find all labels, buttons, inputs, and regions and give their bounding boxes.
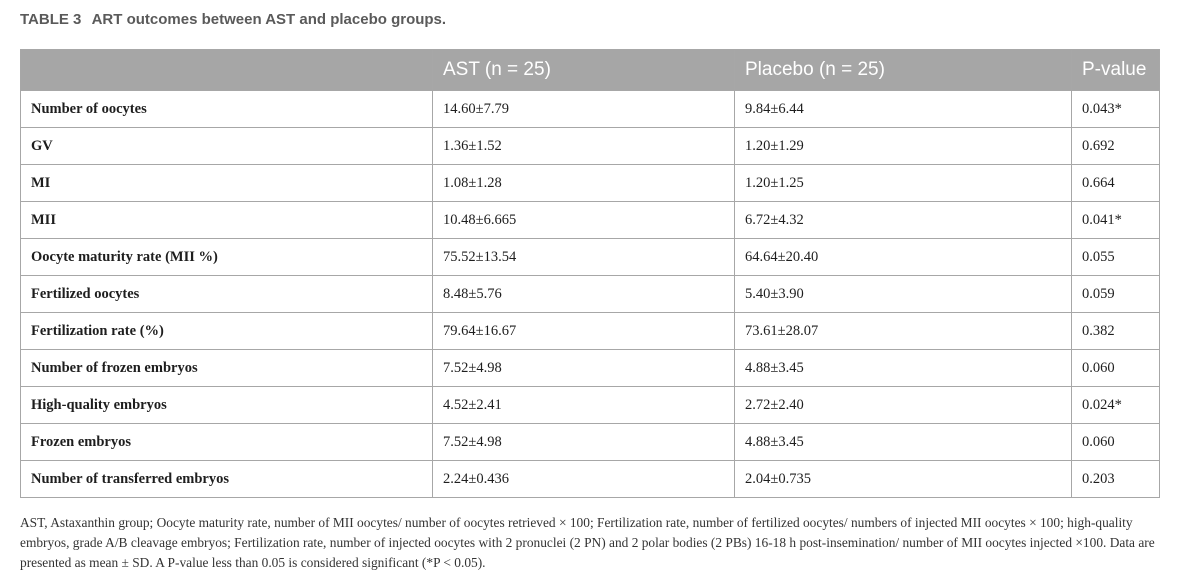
p-value-cell: 0.024* [1072, 387, 1160, 424]
table-body [21, 91, 1160, 498]
table-row [21, 350, 1160, 387]
table-row [21, 276, 1160, 313]
table-caption [20, 11, 446, 28]
p-value-cell: 0.043* [1072, 91, 1160, 128]
table-row [21, 202, 1160, 239]
placebo-value-cell: 1.20±1.29 [735, 128, 1072, 165]
row-label-cell: Fertilization rate (%) [21, 313, 433, 350]
row-label-cell: Number of oocytes [21, 91, 433, 128]
table-row [21, 424, 1160, 461]
placebo-value-cell: 2.72±2.40 [735, 387, 1072, 424]
row-label-cell: Number of transferred embryos [21, 461, 433, 498]
table-footnote: AST, Astaxanthin group; Oocyte maturity rate, number of MII oocytes/ number of oocytes retrieved × 100; Fertilization rate, number of fertilized oocytes/ numbers of injected MII oocytes × 100; high-quality embryos, grade A/B cleavage embryos; Fertilization rate, number of injected oocytes with 2 pronuclei (2 PN) and 2 polar bodies (2 PBs) 16-18 h post-insemination/ number of MII oocytes injected ×100. Data are presented as mean ± SD. A P-value less than 0.05 is considered significant (*P < 0.05). [20, 515, 1155, 570]
row-label-cell: Oocyte maturity rate (MII %) [21, 239, 433, 276]
header-cell-ast: AST (n = 25) [433, 50, 735, 91]
p-value-cell: 0.041* [1072, 202, 1160, 239]
row-label-cell: GV [21, 128, 433, 165]
header-cell-p-value: P-value [1072, 50, 1160, 91]
table-number: TABLE 3 [20, 11, 82, 28]
placebo-value-cell: 2.04±0.735 [735, 461, 1072, 498]
ast-value-cell: 1.08±1.28 [433, 165, 735, 202]
table-row [21, 165, 1160, 202]
results-table [20, 49, 1160, 498]
p-value-cell: 0.692 [1072, 128, 1160, 165]
placebo-value-cell: 1.20±1.25 [735, 165, 1072, 202]
placebo-value-cell: 4.88±3.45 [735, 424, 1072, 461]
table-row [21, 239, 1160, 276]
row-label-cell: Frozen embryos [21, 424, 433, 461]
p-value-cell: 0.203 [1072, 461, 1160, 498]
placebo-value-cell: 6.72±4.32 [735, 202, 1072, 239]
header-cell-label [21, 50, 433, 91]
row-label-cell: MI [21, 165, 433, 202]
table-title: ART outcomes between AST and placebo groups. [91, 11, 447, 28]
ast-value-cell: 14.60±7.79 [433, 91, 735, 128]
p-value-cell: 0.059 [1072, 276, 1160, 313]
row-label-cell: Fertilized oocytes [21, 276, 433, 313]
table-row [21, 313, 1160, 350]
ast-value-cell: 10.48±6.665 [433, 202, 735, 239]
placebo-value-cell: 5.40±3.90 [735, 276, 1072, 313]
table-row [21, 461, 1160, 498]
table-row [21, 387, 1160, 424]
p-value-cell: 0.060 [1072, 350, 1160, 387]
ast-value-cell: 2.24±0.436 [433, 461, 735, 498]
ast-value-cell: 79.64±16.67 [433, 313, 735, 350]
ast-value-cell: 1.36±1.52 [433, 128, 735, 165]
ast-value-cell: 8.48±5.76 [433, 276, 735, 313]
table-row [21, 91, 1160, 128]
header-cell-placebo: Placebo (n = 25) [735, 50, 1072, 91]
p-value-cell: 0.382 [1072, 313, 1160, 350]
ast-value-cell: 75.52±13.54 [433, 239, 735, 276]
row-label-cell: High-quality embryos [21, 387, 433, 424]
placebo-value-cell: 73.61±28.07 [735, 313, 1072, 350]
row-label-cell: Number of frozen embryos [21, 350, 433, 387]
row-label-cell: MII [21, 202, 433, 239]
placebo-value-cell: 9.84±6.44 [735, 91, 1072, 128]
p-value-cell: 0.664 [1072, 165, 1160, 202]
p-value-cell: 0.055 [1072, 239, 1160, 276]
placebo-value-cell: 4.88±3.45 [735, 350, 1072, 387]
header-row [21, 50, 1160, 91]
table-row [21, 128, 1160, 165]
placebo-value-cell: 64.64±20.40 [735, 239, 1072, 276]
ast-value-cell: 4.52±2.41 [433, 387, 735, 424]
ast-value-cell: 7.52±4.98 [433, 350, 735, 387]
p-value-cell: 0.060 [1072, 424, 1160, 461]
ast-value-cell: 7.52±4.98 [433, 424, 735, 461]
